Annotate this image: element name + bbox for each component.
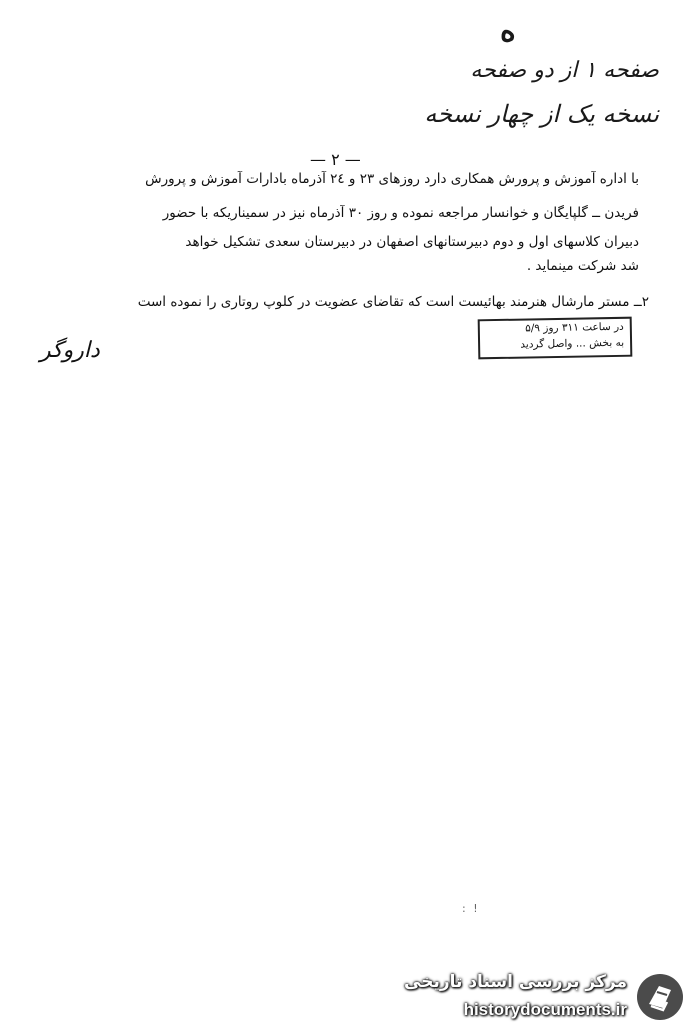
stamp-section-line: به بخش ... واصل گردید [520,336,625,351]
signature: داروگر [40,338,100,363]
paragraph2-line: ۲ــ مستر مارشال هنرمند بهائیست است که تقاضای عضویت در کلوپ روتاری را نموده است [137,294,649,310]
paragraph1-line: فریدن ــ گلپایگان و خوانسار مراجعه نموده و روز ۳۰ آذرماه نیز در سمیناریکه با حضور [162,205,639,221]
page-number: — ۲ — [310,150,361,169]
watermark-title: مرکز بررسی اسناد تاریخی [404,972,627,992]
receipt-stamp [478,317,633,360]
paragraph1-line: دبیران کلاسهای اول و دوم دبیرستانهای اصفهان در دبیرستان سعدی تشکیل خواهد [185,234,639,250]
stamp-time-line: در ساعت ۳۱۱ روز ۵/۹ [525,320,624,335]
handwritten-note-page: صفحه ۱ از دو صفحه [470,58,659,83]
watermark-logo [399,968,689,1028]
paragraph1-line: با اداره آموزش و پرورش همکاری دارد روزهای ۲۳ و ۲٤ آذرماه بادارات آموزش و پرورش [145,171,639,187]
book-icon [637,974,683,1020]
handwritten-note-copy: نسخه یک از چهار نسخه [424,100,659,128]
handwritten-mark: ه [500,14,516,49]
paragraph1-line: شد شرکت مینماید . [526,258,639,274]
scan-mark: : ! [462,902,480,915]
watermark-url: historydocuments.ir [463,1000,627,1019]
